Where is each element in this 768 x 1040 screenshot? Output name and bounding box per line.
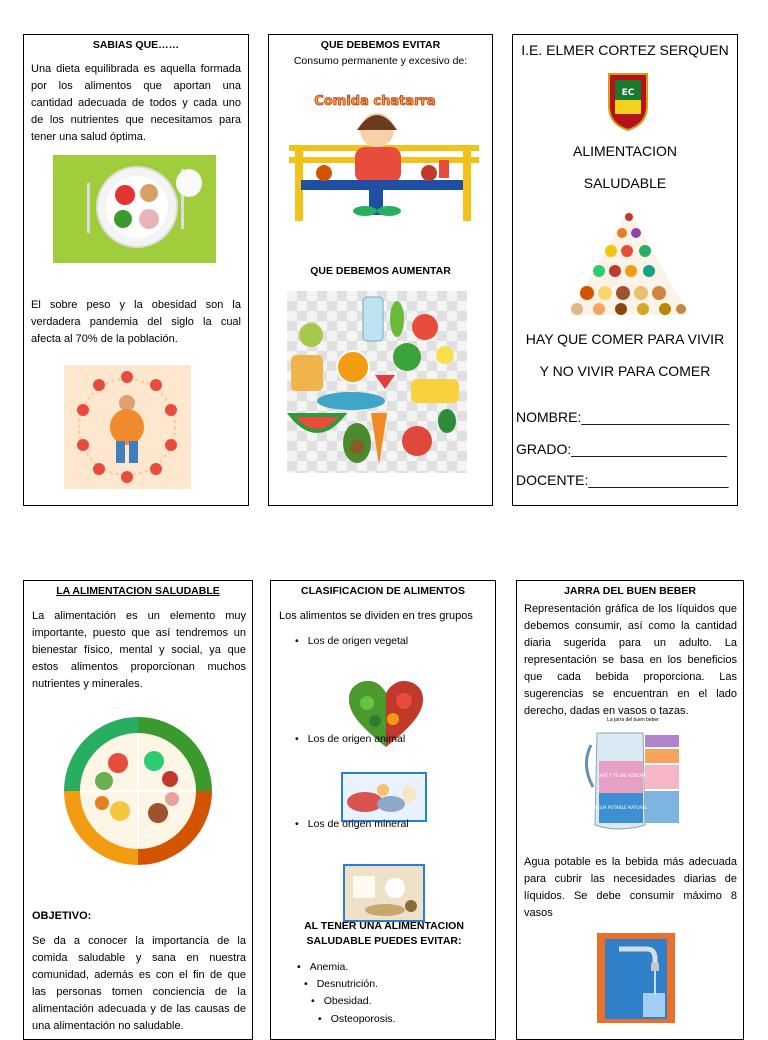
school-name: I.E. ELMER CORTEZ SERQUEN xyxy=(521,42,729,58)
food-pyramid-image xyxy=(559,205,699,321)
motto-line2: Y NO VIVIR PARA COMER xyxy=(539,363,711,379)
group-item-vegetal: • Los de origen vegetal xyxy=(295,635,408,647)
food-plate-circle xyxy=(62,715,214,867)
school-shield-logo xyxy=(607,72,649,132)
jar-image xyxy=(585,715,681,837)
shield-letters: EC xyxy=(621,88,635,98)
paragraph-importance: La alimentación es un elemento muy importante, puesto que así tendremos un bienestar físico, mental y social, ya que estos alimentos proporcionan muchos nutrientes y minerales. xyxy=(32,610,246,690)
plate-image xyxy=(53,155,216,263)
junk-food-illustration xyxy=(279,85,485,225)
panel-evitar-aumentar xyxy=(268,34,493,506)
jar-caption: La jarra del buen beber xyxy=(607,717,659,723)
healthy-food-illustration xyxy=(287,291,467,473)
jar-mid-label: CAFÉ Y TÉ SIN AZÚCAR xyxy=(596,773,646,778)
animal-food-image xyxy=(341,772,427,822)
panel-cover xyxy=(512,34,738,506)
cover-title-line1: ALIMENTACION xyxy=(573,143,677,159)
mineral-food-image xyxy=(343,864,425,922)
subtitle-consumo: Consumo permanente y excesivo de: xyxy=(293,55,468,67)
avoid-item: • Anemia. xyxy=(297,961,348,973)
objective-title: OBJETIVO: xyxy=(32,910,92,922)
cover-title-line2: SALUDABLE xyxy=(583,175,667,191)
panel-title: JARRA DEL BUEN BEBER xyxy=(564,585,696,597)
paragraph-obesity: El sobre peso y la obesidad son la verdadera pandemia del siglo la cual afecta al 70% de la población. xyxy=(31,299,241,345)
avoid-title: AL TENER UNA ALIMENTACION SALUDABLE PUEDES EVITAR: xyxy=(304,920,464,947)
paragraph-water: Agua potable es la bebida más adecuada para cubrir las necesidades diarias de líquidos. Se debe consumir máximo 8 vasos xyxy=(524,856,737,919)
panel-title-evitar: QUE DEBEMOS EVITAR xyxy=(320,39,441,51)
panel-sabias-que xyxy=(23,34,249,506)
intro-text: Los alimentos se dividen en tres grupos xyxy=(279,610,473,622)
avoid-item: • Obesidad. xyxy=(311,995,372,1007)
field-docente: DOCENTE:__________________ xyxy=(516,472,729,488)
paragraph-balanced-diet: Una dieta equilibrada es aquella formada por los alimentos que aportan una cantidad adecuada de todos y cada uno de los nutrientes que necesitamos para tener una salud óptima. xyxy=(31,63,241,143)
field-grado: GRADO:____________________ xyxy=(516,441,727,457)
panel-title-aumentar: QUE DEBEMOS AUMENTAR xyxy=(310,265,451,277)
group-item-animal: • Los de origen animal xyxy=(295,733,405,745)
water-tap-image xyxy=(597,933,675,1023)
motto-line1: HAY QUE COMER PARA VIVIR xyxy=(525,331,725,347)
objective-text: Se da a conocer la importancia de la comida saludable y sana en nuestra comunidad, además es con el fin de que las personas tomen conciencia de la alimentación adecuada y de las causas de una alimentación no saludable. xyxy=(32,935,246,1032)
panel-clasificacion xyxy=(270,580,496,1040)
avoid-item: • Desnutrición. xyxy=(304,978,378,990)
jar-water-label: AGUA POTABLE NATURAL xyxy=(594,805,648,810)
panel-title: SABIAS QUE…… xyxy=(92,39,180,51)
paragraph-jar-description: Representación gráfica de los líquidos que debemos consumir, así como la cantidad diaria sugerida para un adulto. La representación se basa en los beneficios que cada bebida proporciona. Las sugerencias se encuentran en el lado derecho, dadas en vasos o tazas. xyxy=(524,603,737,717)
panel-jarra xyxy=(516,580,744,1040)
field-nombre: NOMBRE:___________________ xyxy=(516,409,730,425)
group-item-mineral: • Los de origen mineral xyxy=(295,818,409,830)
panel-title: CLASIFICACION DE ALIMENTOS xyxy=(301,585,465,597)
junk-food-label: Comida chatarra xyxy=(314,94,436,109)
panel-title: LA ALIMENTACION SALUDABLE xyxy=(56,585,220,597)
obesity-illustration xyxy=(64,365,191,489)
panel-alimentacion-saludable xyxy=(23,580,253,1040)
avoid-item: • Osteoporosis. xyxy=(318,1013,395,1025)
